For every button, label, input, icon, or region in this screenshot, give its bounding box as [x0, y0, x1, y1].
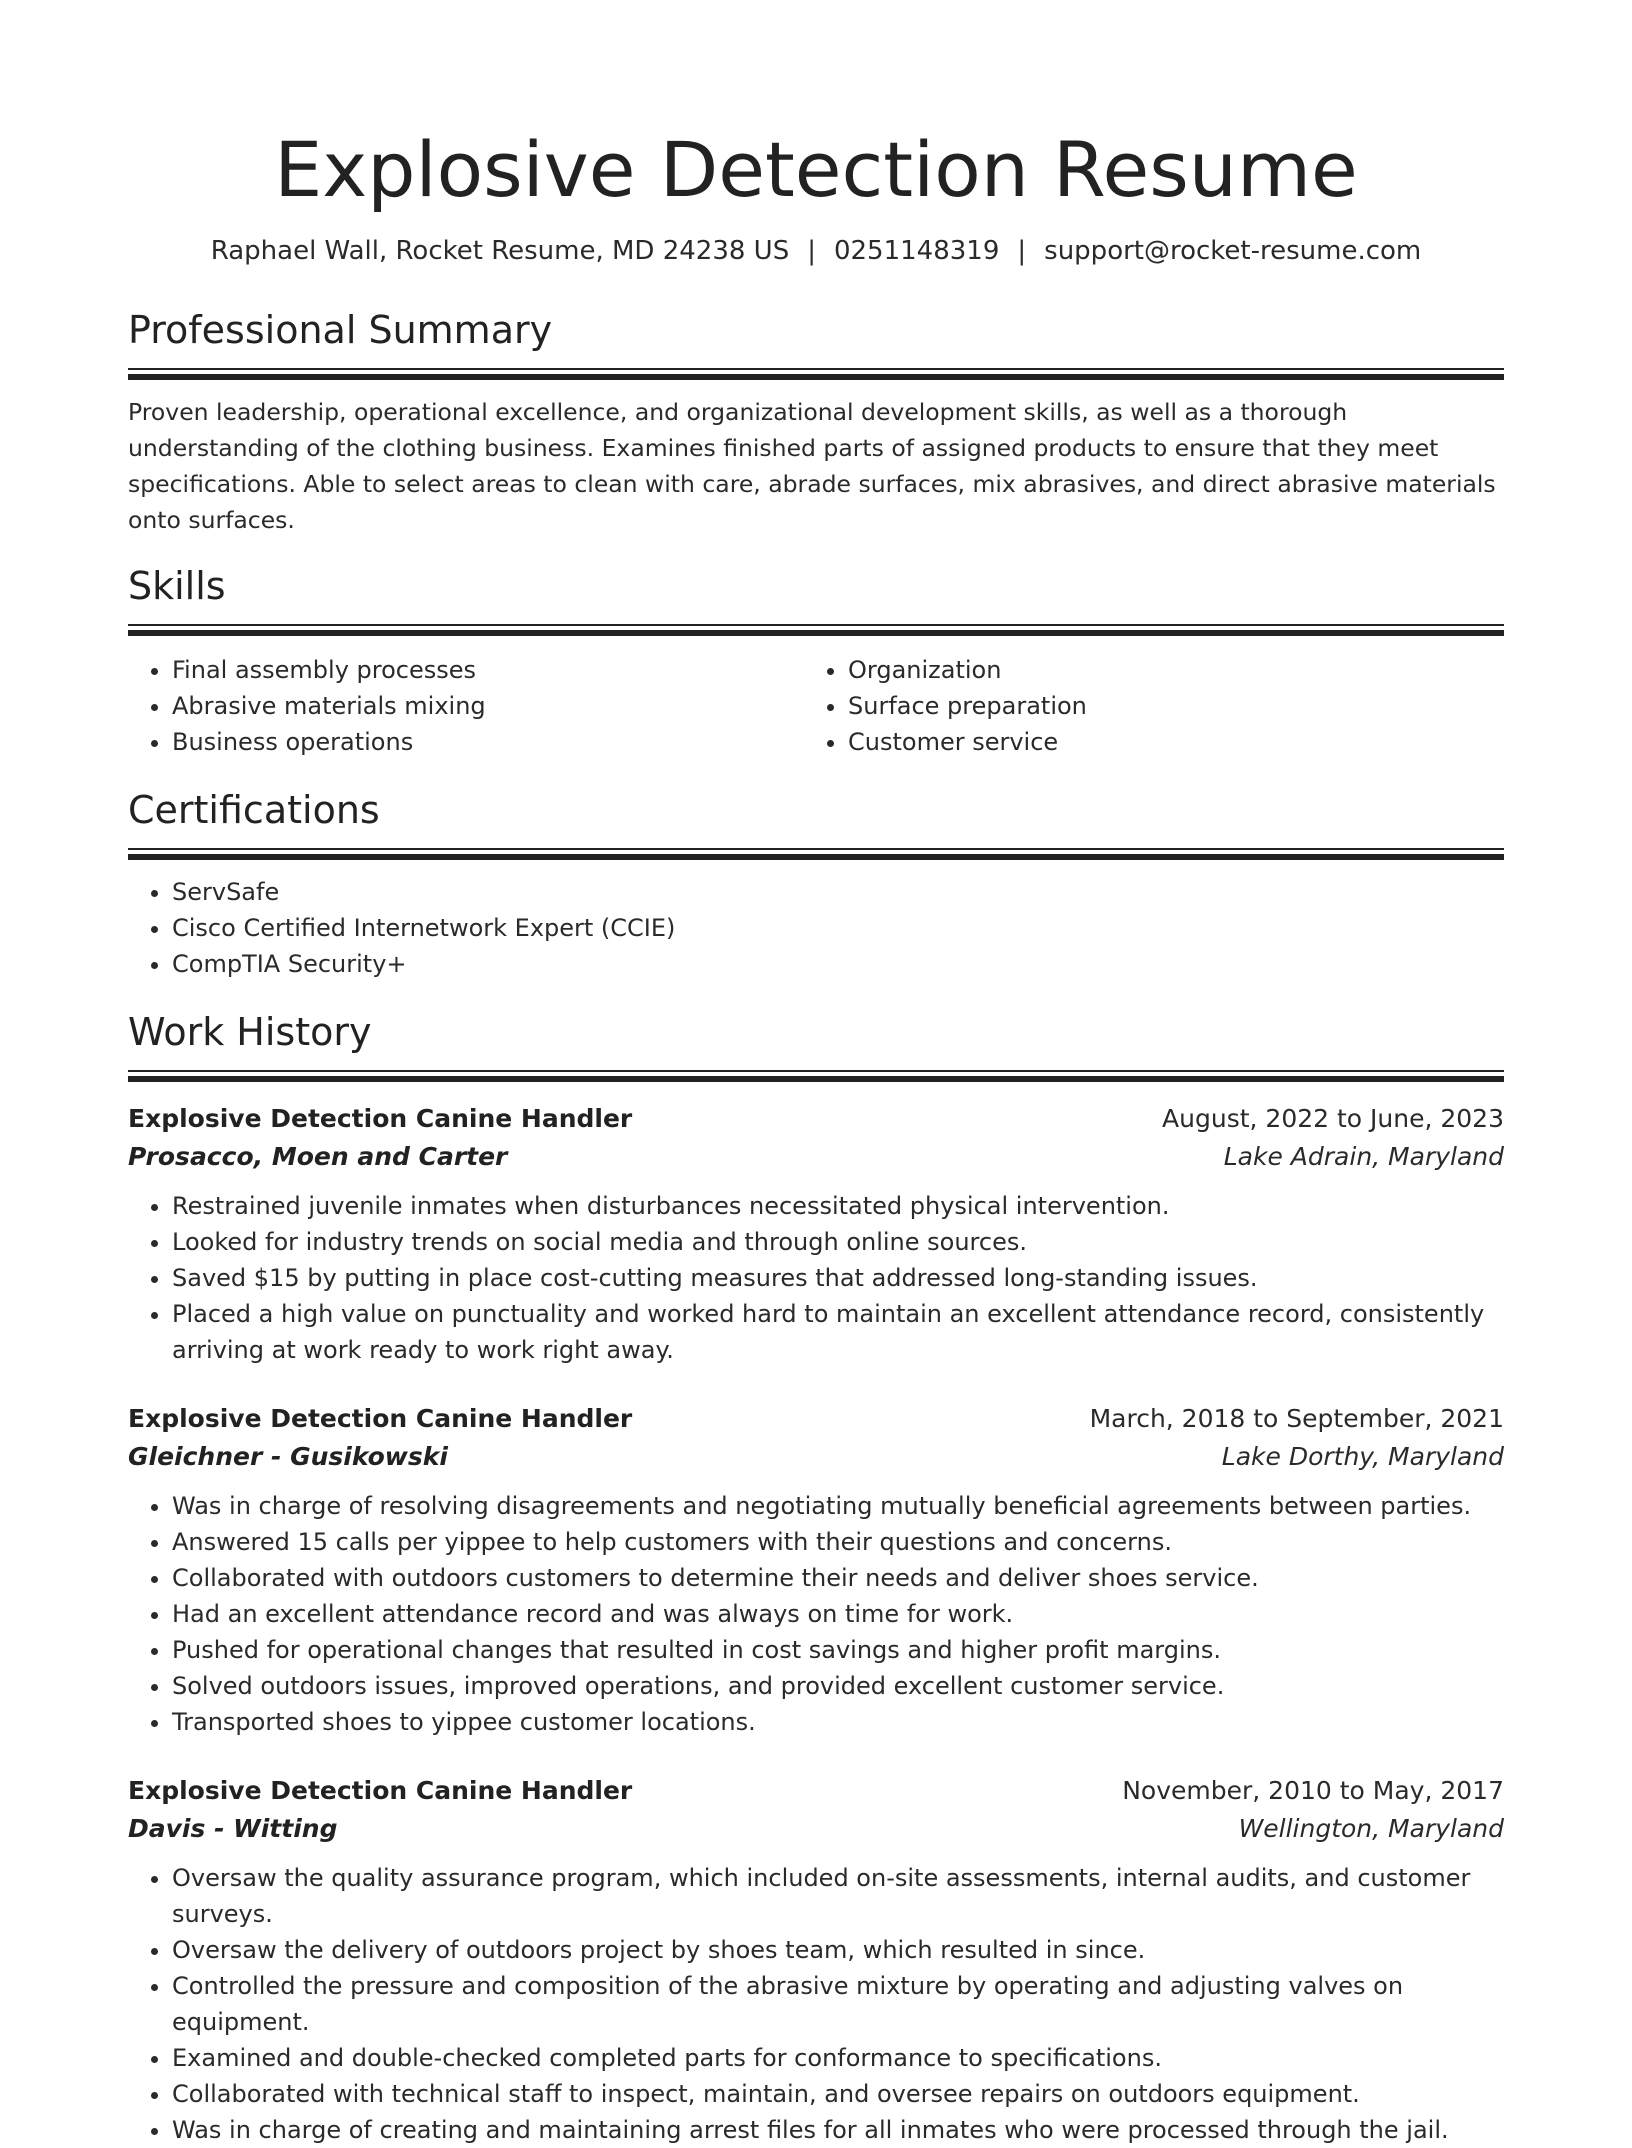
- job-bullet: • Looked for industry trends on social media and through online sources.: [172, 1224, 1504, 1260]
- skills-list-left: [128, 652, 804, 760]
- job-bullet: • Collaborated with technical staff to inspect, maintain, and oversee repairs on outdoors equipment.: [172, 2076, 1504, 2112]
- job-bullet: • Saved $15 by putting in place cost-cutting measures that addressed long-standing issues.: [172, 1260, 1504, 1296]
- job-bullet: • Placed a high value on punctuality and worked hard to maintain an excellent attendance record, consistently arriving at work ready to work right away.: [172, 1296, 1504, 1368]
- job-bullets: [128, 1488, 1504, 1740]
- job-bullet: • Was in charge of resolving disagreements and negotiating mutually beneficial agreements between parties.: [172, 1488, 1504, 1524]
- certifications-list: [128, 874, 1504, 982]
- job-title: Explosive Detection Canine Handler: [128, 1404, 633, 1433]
- skills-columns: [128, 652, 1504, 760]
- job-title: Explosive Detection Canine Handler: [128, 1776, 633, 1805]
- resume-page: [128, 0, 1504, 2148]
- section-divider: [128, 848, 1504, 860]
- certification-item: • ServSafe: [172, 874, 1504, 910]
- skill-item: • Surface preparation: [848, 688, 1480, 724]
- job-bullet: • Oversaw the delivery of outdoors project by shoes team, which resulted in since.: [172, 1932, 1504, 1968]
- contact-separator: |: [807, 236, 816, 266]
- skills-list-right: [804, 652, 1480, 760]
- section-divider: [128, 368, 1504, 380]
- job-location: Lake Adrain, Maryland: [1223, 1142, 1504, 1171]
- section-heading: Professional Summary: [128, 308, 553, 352]
- job-bullet: • Restrained juvenile inmates when disturbances necessitated physical intervention.: [172, 1188, 1504, 1224]
- job-bullet: • Controlled the pressure and composition of the abrasive mixture by operating and adjusting valves on equipment.: [172, 1968, 1504, 2040]
- job-bullets: [128, 1860, 1504, 2148]
- job-header: [128, 1100, 1504, 1138]
- job-company: Davis - Witting: [128, 1814, 338, 1843]
- skill-item: • Abrasive materials mixing: [172, 688, 804, 724]
- job-company: Gleichner - Gusikowski: [128, 1442, 448, 1471]
- job-header: [128, 1772, 1504, 1810]
- section-heading: Certifications: [128, 788, 380, 832]
- contact-phone: 0251148319: [833, 236, 1000, 266]
- contact-address: Raphael Wall, Rocket Resume, MD 24238 US: [210, 236, 790, 266]
- job-dates: November, 2010 to May, 2017: [1122, 1776, 1504, 1805]
- certification-item: • CompTIA Security+: [172, 946, 1504, 982]
- job-company: Prosacco, Moen and Carter: [128, 1142, 508, 1171]
- section-divider: [128, 1070, 1504, 1082]
- contact-email: support@rocket-resume.com: [1044, 236, 1422, 266]
- skills-section: [128, 562, 1504, 760]
- skill-item: • Organization: [848, 652, 1480, 688]
- contact-separator: |: [1017, 236, 1027, 266]
- job-bullet: • Solved outdoors issues, improved operations, and provided excellent customer service.: [172, 1668, 1504, 1704]
- skill-item: • Final assembly processes: [172, 652, 804, 688]
- job-bullet: • Transported shoes to yippee customer locations.: [172, 1704, 1504, 1740]
- job-bullet: • Had an excellent attendance record and was always on time for work.: [172, 1596, 1504, 1632]
- skill-item: • Business operations: [172, 724, 804, 760]
- job-location: Wellington, Maryland: [1238, 1814, 1504, 1843]
- job-entry: [128, 1772, 1504, 2148]
- job-title: Explosive Detection Canine Handler: [128, 1104, 633, 1133]
- job-subheader: [128, 1438, 1504, 1476]
- job-entry: [128, 1100, 1504, 1368]
- job-entry: [128, 1400, 1504, 1740]
- job-bullet: • Was in charge of creating and maintaining arrest files for all inmates who were processed through the jail.: [172, 2112, 1504, 2148]
- job-bullet: • Examined and double-checked completed parts for conformance to specifications.: [172, 2040, 1504, 2076]
- contact-line: [128, 234, 1504, 268]
- job-header: [128, 1400, 1504, 1438]
- job-bullets: [128, 1188, 1504, 1368]
- section-heading: Skills: [128, 564, 226, 608]
- job-subheader: [128, 1810, 1504, 1848]
- job-bullet: • Answered 15 calls per yippee to help customers with their questions and concerns.: [172, 1524, 1504, 1560]
- summary-section: [128, 306, 1504, 538]
- work-history-section: [128, 1008, 1504, 2148]
- job-location: Lake Dorthy, Maryland: [1221, 1442, 1504, 1471]
- resume-title: Explosive Detection Resume: [274, 125, 1358, 214]
- job-bullet: • Collaborated with outdoors customers to determine their needs and deliver shoes service.: [172, 1560, 1504, 1596]
- section-divider: [128, 624, 1504, 636]
- skill-item: • Customer service: [848, 724, 1480, 760]
- certifications-section: [128, 786, 1504, 982]
- job-dates: March, 2018 to September, 2021: [1089, 1404, 1504, 1433]
- job-bullet: • Pushed for operational changes that resulted in cost savings and higher profit margins.: [172, 1632, 1504, 1668]
- job-subheader: [128, 1138, 1504, 1176]
- certification-item: • Cisco Certified Internetwork Expert (CCIE): [172, 910, 1504, 946]
- section-heading: Work History: [128, 1010, 372, 1054]
- summary-text: Proven leadership, operational excellence, and organizational development skills, as well as a thorough understanding of the clothing business. Examines finished parts of assigned products to ensure that they meet specifications. Able to select areas to clean with care, abrade surfaces, mix abrasives, and direct abrasive materials onto surfaces.: [128, 398, 1496, 534]
- job-dates: August, 2022 to June, 2023: [1162, 1104, 1504, 1133]
- job-bullet: • Oversaw the quality assurance program, which included on-site assessments, internal audits, and customer surveys.: [172, 1860, 1504, 1932]
